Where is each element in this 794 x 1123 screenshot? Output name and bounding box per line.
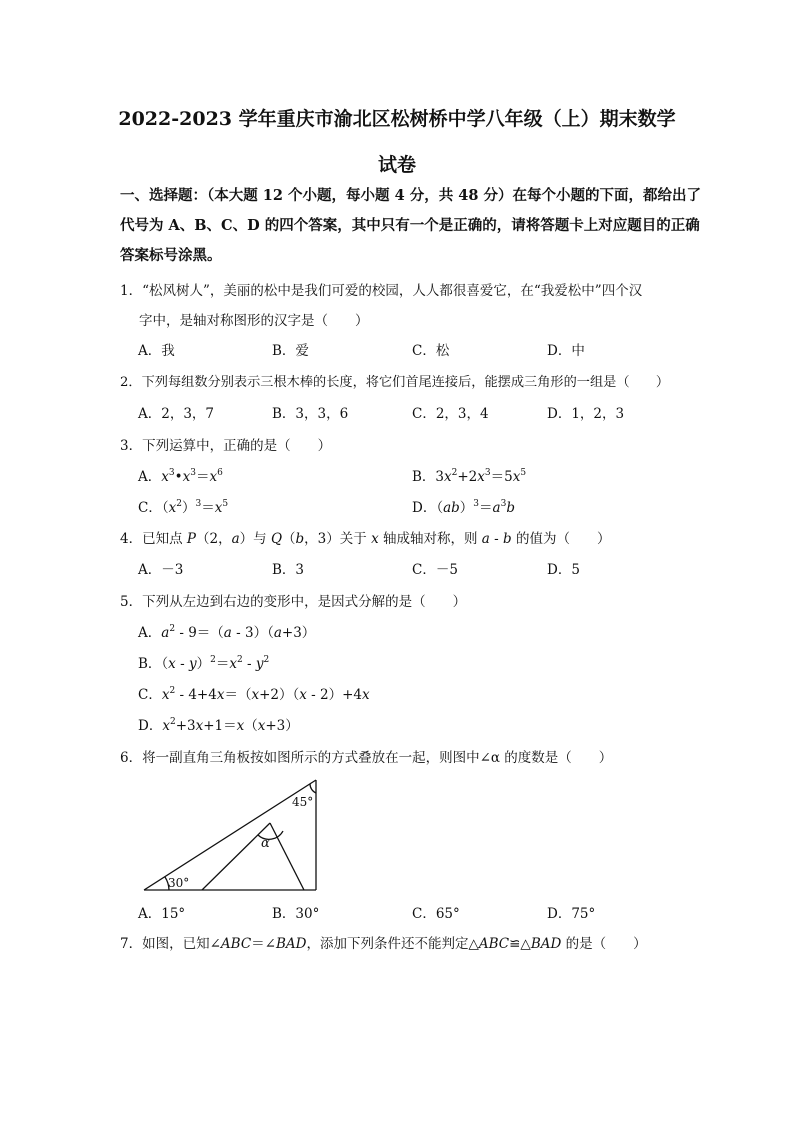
q4-option-b: B．3 (272, 562, 305, 578)
q3-stem: 3．下列运算中，正确的是（ ） (120, 438, 332, 454)
q6-triangle-figure (130, 775, 330, 900)
q3-option-a: A．$x^3•x^3=x^6$ (138, 467, 223, 485)
fig-hypotenuse (144, 780, 316, 890)
q3-option-c: C．$(x^2)^3=x^5$ (138, 498, 229, 516)
q1-stem-line2: 字中，是轴对称图形的汉字是（ ） (139, 313, 369, 329)
q4-option-d: D．5 (547, 562, 580, 578)
q2-option-d: D．1，2，3 (547, 406, 625, 422)
q5-option-d: D．$x^2+3x+1=x(x+3)$ (138, 716, 299, 734)
q6-option-b: B．30° (272, 906, 320, 922)
q1-stem-line1: 1．“松风树人”，美丽的松中是我们可爱的校园，人人都很喜爱它，在“我爱松中”四个汉 (120, 283, 643, 299)
q4-option-a: A．－3 (138, 562, 184, 578)
q3-option-b: B．$3x^2+2x^3=5x^5$ (412, 467, 527, 485)
fig-arc-45 (310, 784, 316, 793)
section-header-line1: 一、选择题：（本大题 12 个小题，每小题 4 分，共 48 分）在每个小题的下面，都给出了 (120, 187, 701, 204)
fig-inner-right (270, 823, 304, 890)
q5-option-b: B．$(x - y)^2=x^2 - y^2$ (138, 654, 270, 672)
fig-label-45: 45° (292, 795, 314, 809)
q3-option-d: D．$(ab)^3=a^3b$ (412, 498, 515, 516)
q5-stem: 5．下列从左边到右边的变形中，是因式分解的是（ ） (120, 594, 467, 610)
q2-option-c: C．2，3，4 (412, 406, 489, 422)
q5-option-c: C．$x^2 - 4+4x=(x+2)(x - 2)+4x$ (138, 685, 370, 703)
q1-option-a: A．我 (138, 343, 175, 359)
q6-option-d: D．75° (547, 906, 596, 922)
q1-option-c: C．松 (412, 343, 450, 359)
q4-stem: 4．已知点 P（2，a）与 Q（b，3）关于 x 轴成轴对称，则 a - b 的值为（ ） (120, 531, 611, 547)
section-header-line3: 答案标号涂黑。 (120, 247, 222, 264)
q2-option-b: B．3，3，6 (272, 406, 349, 422)
q6-stem: 6．将一副直角三角板按如图所示的方式叠放在一起，则图中∠α 的度数是（ ） (120, 750, 613, 766)
paper-title-line1: 2022-2023 学年重庆市渝北区松树桥中学八年级（上）期末数学 (118, 108, 676, 130)
q7-stem: 7．如图，已知∠ABC＝∠BAD，添加下列条件还不能判定△ABC≌△BAD 的是（ ） (120, 936, 647, 952)
fig-label-alpha: α (261, 836, 270, 851)
q6-option-c: C．65° (412, 906, 460, 922)
q6-option-a: A．15° (138, 906, 186, 922)
q1-option-b: B．爱 (272, 343, 309, 359)
q2-option-a: A．2，3，7 (138, 406, 215, 422)
q1-option-d: D．中 (547, 343, 585, 359)
q2-stem: 2．下列每组数分别表示三根木棒的长度，将它们首尾连接后，能摆成三角形的一组是（ ） (120, 375, 670, 390)
fig-inner-left (202, 823, 270, 890)
fig-label-30: 30° (168, 876, 190, 890)
q5-option-a: A．$a^2 - 9=(a - 3)(a+3)$ (138, 623, 316, 641)
section-header-line2: 代号为 A、B、C、D 的四个答案，其中只有一个是正确的，请将答题卡上对应题目的正确 (120, 217, 700, 234)
q4-option-c: C．－5 (412, 562, 458, 578)
paper-title-line2: 试卷 (377, 154, 416, 176)
